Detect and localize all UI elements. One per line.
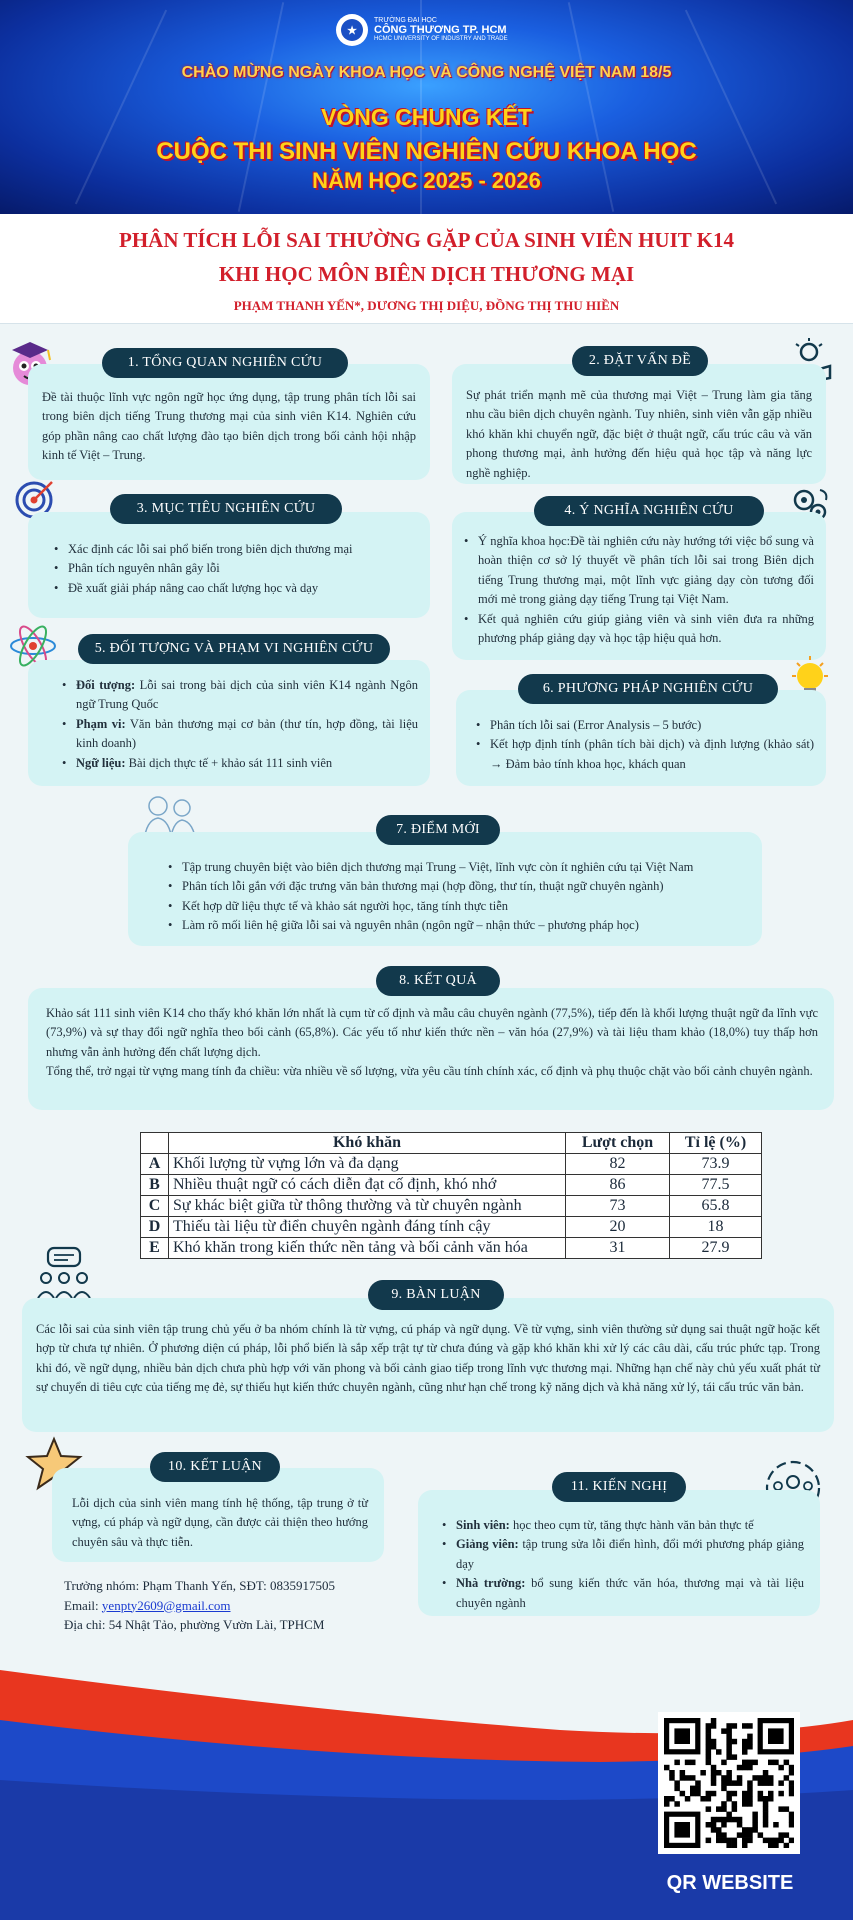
table-row: A Khối lượng từ vựng lớn và đa dạng 82 73.9	[141, 1154, 762, 1175]
discussion-body: Các lỗi sai của sinh viên tập trung chủ yếu ở ba nhóm chính là từ vựng, cú pháp và ngữ dụng. Về từ vựng, sinh viên thường sử dụng sai thuật ngữ hoặc kết hợp từ chưa tự nhiên. Ở phương diện cú pháp, lỗi phổ biến là sắp xếp trật tự từ chưa đúng và gặp khó khăn khi xử lý các câu dài, cấu trúc phức tạp. Trong khi đó, về ngữ dụng, nhiều bản dịch chưa phù hợp với văn phong và bối cảnh giao tiếp trong lĩnh vực thương mại. Những hạn chế này chủ yếu xuất phát từ sự chuyển di tiêu cực của tiếng mẹ đẻ, sự thiếu hụt kiến thức chuyên ngành, cũng như hạn chế trong kỹ năng dịch và khả năng xử lý, tái cấu trúc văn bản.	[36, 1322, 820, 1395]
conclusion-body: Lỗi dịch của sinh viên mang tính hệ thống, tập trung ở từ vựng, cú pháp và ngữ dụng, cần được cải thiện theo hướng chuyên sâu và thực tiễn.	[72, 1496, 368, 1549]
address: Địa chỉ: 54 Nhật Tảo, phường Vườn Lài, TPHCM	[64, 1617, 325, 1632]
card-problem	[452, 364, 826, 484]
card-significance	[452, 512, 826, 660]
team-leader: Trưởng nhóm: Phạm Thanh Yến, SĐT: 0835917505	[64, 1578, 335, 1593]
table-row: D Thiếu tài liệu từ điển chuyên ngành đáng tính cậy 20 18	[141, 1217, 762, 1238]
card-objectives	[28, 512, 430, 618]
card-methods	[456, 690, 826, 786]
section-title-recommendations: 11. KIẾN NGHỊ	[552, 1472, 686, 1502]
scope-item-corpus: • Ngữ liệu: Bài dịch thực tế + khảo sát 111 sinh viên	[62, 754, 418, 773]
section-title-significance: 4. Ý NGHĨA NGHIÊN CỨU	[534, 496, 764, 526]
paper-title-line-1: PHÂN TÍCH LỖI SAI THƯỜNG GẶP CỦA SINH VIÊN HUIT K14	[119, 228, 734, 252]
table-header-key	[141, 1133, 169, 1154]
contest-text: CUỘC THI SINH VIÊN NGHIÊN CỨU KHOA HỌC	[156, 138, 697, 165]
recommendations-list	[442, 1516, 804, 1613]
section-title-methods: 6. PHƯƠNG PHÁP NGHIÊN CỨU	[518, 674, 778, 704]
scope-item-subject: • Đối tượng: Lỗi sai trong bài dịch của sinh viên K14 ngành Ngôn ngữ Trung Quốc	[62, 676, 418, 715]
email-line: Email: yenpty2609@gmail.com	[64, 1597, 231, 1613]
card-conclusion	[52, 1468, 384, 1562]
recommendation-students: • Sinh viên: học theo cụm từ, tăng thực hành văn bản thực tế	[442, 1516, 804, 1535]
methods-list	[476, 716, 814, 774]
recommendation-lecturers: • Giảng viên: tập trung sửa lỗi điển hình, đổi mới phương pháp giảng dạy	[442, 1535, 804, 1574]
novelty-list	[168, 858, 748, 936]
logo-line-2: CÔNG THƯƠNG TP. HCM	[374, 23, 507, 36]
significance-item: • Ý nghĩa khoa học:Đề tài nghiên cứu này hướng tới việc bổ sung và hoàn thiện cơ sở lý thuyết về phân tích lỗi sai trong Biên dịch tiếng Trung thương mại, một lĩnh vực giảng dạy còn tương đối mới mẻ trong giảng dạy tiếng Trung tại Việt Nam.	[464, 532, 814, 610]
significance-item: • Kết quả nghiên cứu giúp giảng viên và sinh viên đưa ra những phương pháp giảng dạy và học tập hiệu quả hơn.	[464, 610, 814, 649]
card-overview	[28, 364, 430, 480]
round-text: VÒNG CHUNG KẾT	[321, 104, 532, 130]
qr-code[interactable]	[658, 1712, 800, 1854]
results-paragraph-2: Tổng thể, trở ngại từ vựng mang tính đa chiều: vừa nhiều về số lượng, vừa yêu cầu tính chính xác, cố định và phụ thuộc chặt vào bối cảnh chuyên ngành.	[46, 1064, 813, 1079]
table-header-difficulty: Khó khăn	[169, 1133, 566, 1154]
contact-block	[64, 1576, 335, 1635]
section-title-overview: 1. TỔNG QUAN NGHIÊN CỨU	[102, 348, 348, 378]
method-item: • Phân tích lỗi sai (Error Analysis – 5 bước)	[476, 716, 814, 735]
novelty-item: • Làm rõ mối liên hệ giữa lỗi sai và nguyên nhân (ngôn ngữ – nhận thức – phương pháp học)	[168, 916, 748, 935]
email-link[interactable]: yenpty2609@gmail.com	[101, 1597, 231, 1613]
recommendation-school: • Nhà trường: bổ sung kiến thức văn hóa, thương mại và tài liệu chuyên ngành	[442, 1574, 804, 1613]
title-area	[0, 214, 853, 324]
card-results	[28, 988, 834, 1110]
objective-item: • Đề xuất giải pháp nâng cao chất lượng học và dạy	[54, 579, 416, 598]
section-title-conclusion: 10. KẾT LUẬN	[150, 1452, 280, 1482]
card-recommendations	[418, 1490, 820, 1616]
section-title-results: 8. KẾT QUẢ	[376, 966, 500, 996]
authors: PHẠM THANH YẾN*, DƯƠNG THỊ DIỆU, ĐỒNG THỊ THU HIỀN	[233, 298, 620, 313]
section-title-objectives: 3. MỤC TIÊU NGHIÊN CỨU	[110, 494, 342, 524]
card-discussion	[22, 1298, 834, 1432]
objective-item: • Xác định các lỗi sai phổ biến trong biên dịch thương mại	[54, 540, 416, 559]
logo-line-1: TRƯỜNG ĐẠI HỌC	[374, 17, 437, 25]
table-header-count: Lượt chọn	[566, 1133, 670, 1154]
novelty-item: • Tập trung chuyên biệt vào biên dịch thương mại Trung – Việt, lĩnh vực còn ít nghiên cứu tại Việt Nam	[168, 858, 748, 877]
difficulty-table	[140, 1132, 762, 1259]
objectives-list	[54, 540, 416, 598]
celebration-text: CHÀO MỪNG NGÀY KHOA HỌC VÀ CÔNG NGHỆ VIỆT NAM 18/5	[181, 64, 672, 81]
objective-item: • Phân tích nguyên nhân gây lỗi	[54, 559, 416, 578]
qr-code-icon	[664, 1718, 794, 1848]
section-title-novelty: 7. ĐIỂM MỚI	[376, 815, 500, 845]
section-title-problem: 2. ĐẶT VẤN ĐỀ	[572, 346, 708, 376]
logo-emblem-icon: ★	[336, 14, 368, 46]
method-item: • Kết hợp định tính (phân tích bài dịch) và định lượng (khảo sát) → Đảm bảo tính khoa học, khách quan	[476, 735, 814, 774]
qr-label: QR WEBSITE	[666, 1872, 794, 1894]
year-text: NĂM HỌC 2025 - 2026	[312, 168, 541, 193]
problem-body: Sự phát triển mạnh mẽ của thương mại Việt – Trung làm gia tăng nhu cầu biên dịch chuyên ngành. Tuy nhiên, sinh viên vẫn gặp nhiều khó khăn khi chuyển ngữ, đặc biệt ở thuật ngữ, cấu trúc câu và văn phong thương mại, ảnh hưởng đến hiệu quả học tập và năng lực nghề nghiệp.	[466, 388, 812, 480]
table-header-rate: Tỉ lệ (%)	[670, 1133, 762, 1154]
scope-item-range: • Phạm vi: Văn bản thương mại cơ bản (thư tín, hợp đồng, tài liệu kinh doanh)	[62, 715, 418, 754]
university-logo	[336, 10, 526, 50]
section-title-scope: 5. ĐỐI TƯỢNG VÀ PHẠM VI NGHIÊN CỨU	[78, 634, 390, 664]
novelty-item: • Phân tích lỗi gắn với đặc trưng văn bản thương mại (hợp đồng, thư tín, thuật ngữ chuyên ngành)	[168, 877, 748, 896]
novelty-item: • Kết hợp dữ liệu thực tế và khảo sát người học, tăng tính thực tiễn	[168, 897, 748, 916]
card-scope	[28, 660, 430, 786]
table-row: C Sự khác biệt giữa từ thông thường và từ chuyên ngành 73 65.8	[141, 1196, 762, 1217]
scope-list	[62, 676, 418, 773]
significance-list	[464, 532, 814, 648]
header-banner	[0, 0, 853, 214]
discussion-group-icon	[36, 1246, 92, 1300]
table-row: B Nhiều thuật ngữ có cách diễn đạt cố định, khó nhớ 86 77.5	[141, 1175, 762, 1196]
section-title-discussion: 9. BÀN LUẬN	[368, 1280, 504, 1310]
logo-line-3: HCMC UNIVERSITY OF INDUSTRY AND TRADE	[374, 36, 508, 43]
results-paragraph-1: Khảo sát 111 sinh viên K14 cho thấy khó khăn lớn nhất là cụm từ cố định và mẫu câu chuyên ngành (77,5%), tiếp đến là khối lượng thuật ngữ đa lĩnh vực (73,9%) và sự thay đổi ngữ nghĩa theo bối cảnh (65,8%). Các yếu tố như kiến thức nền – văn hóa (27,9%) và tài liệu tham khảo (18,0%) tuy thấp hơn nhưng vẫn ảnh hưởng đến chất lượng dịch.	[46, 1006, 818, 1059]
paper-title-line-2: KHI HỌC MÔN BIÊN DỊCH THƯƠNG MẠI	[218, 262, 635, 286]
table-header-row	[141, 1133, 762, 1154]
overview-body: Đề tài thuộc lĩnh vực ngôn ngữ học ứng dụng, tập trung phân tích lỗi sai trong biên dịch tiếng Trung thương mại của sinh viên K14. Nghiên cứu góp phần nâng cao chất lượng đào tạo biên dịch trong bối cảnh hội nhập kinh tế Việt – Trung.	[42, 390, 416, 463]
card-novelty	[128, 832, 762, 946]
table-row: E Khó khăn trong kiến thức nền tảng và bối cảnh văn hóa 31 27.9	[141, 1238, 762, 1259]
